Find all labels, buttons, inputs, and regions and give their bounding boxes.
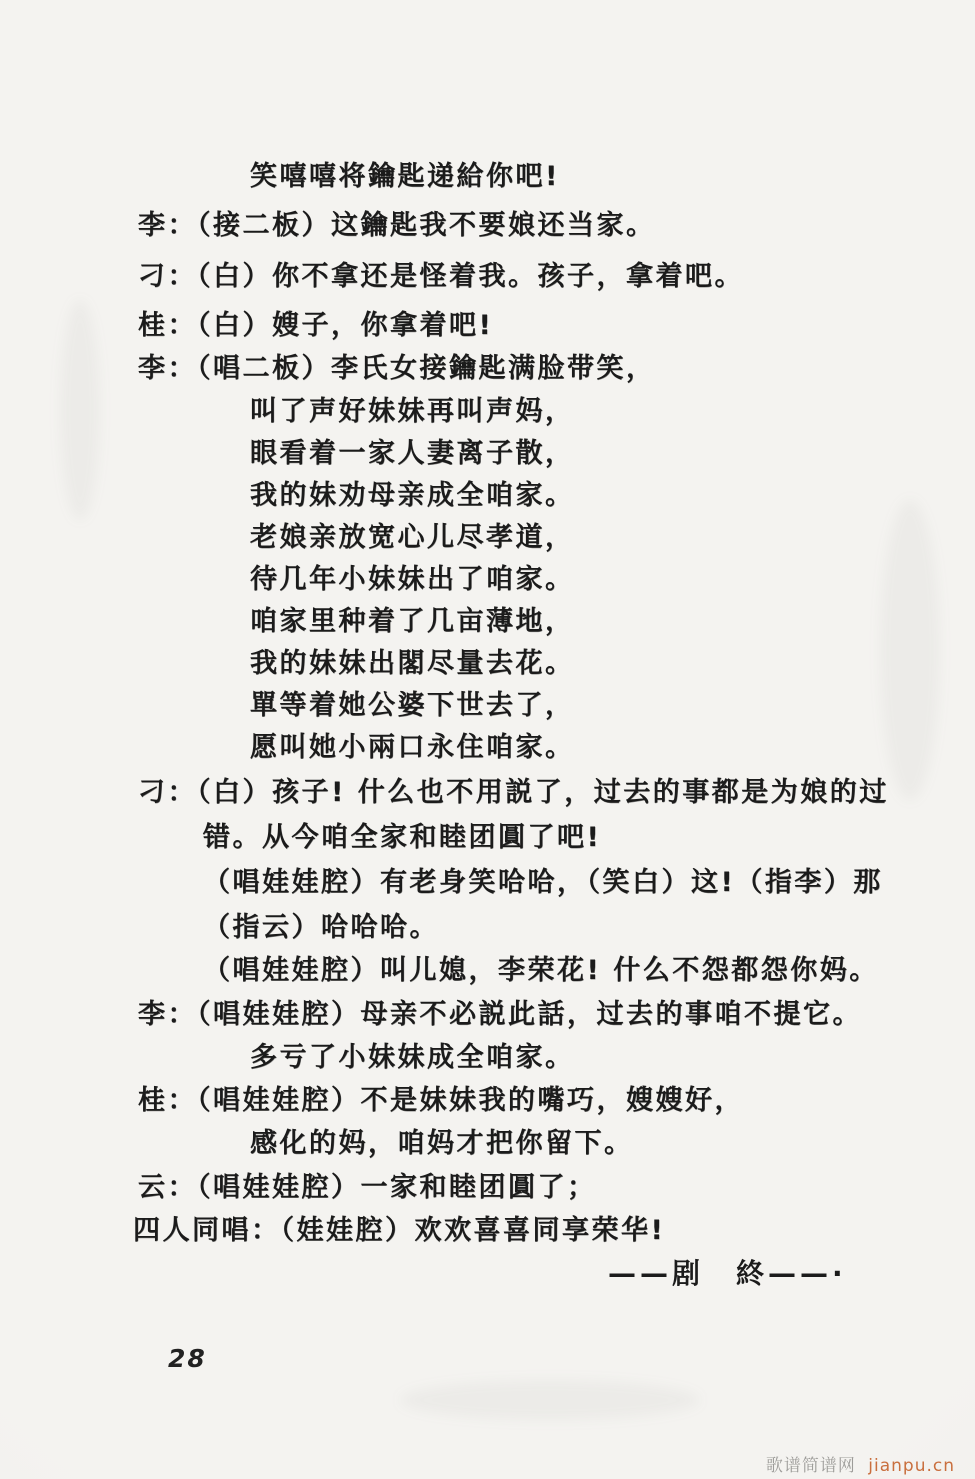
script-line: 老娘亲放宽心儿尽孝道，: [250, 522, 575, 553]
script-line: 待几年小妹妹出了咱家。: [250, 564, 575, 595]
script-line: （唱娃娃腔）叫儿媳，李荣花! 什么不怨都怨你妈。: [203, 955, 879, 986]
script-line: 笑嘻嘻将鑰匙递給你吧!: [250, 161, 560, 192]
script-line: 桂：（白）嫂子，你拿着吧!: [138, 310, 494, 341]
script-line: 多亏了小妹妹成全咱家。: [250, 1042, 575, 1073]
scan-smudge: [60, 300, 100, 520]
script-line: （指云）哈哈哈。: [203, 912, 439, 943]
scan-smudge: [400, 1380, 700, 1420]
script-line: （唱娃娃腔）有老身笑哈哈，（笑白）这!（指李）那: [203, 867, 883, 898]
script-line: 错。从今咱全家和睦团圓了吧!: [203, 822, 602, 853]
script-line: 四人同唱：（娃娃腔）欢欢喜喜同享荣华!: [133, 1215, 666, 1246]
script-line: 愿叫她小兩口永住咱家。: [250, 732, 575, 763]
script-line: 咱家里种着了几亩薄地，: [250, 606, 575, 637]
script-line: 感化的妈，咱妈才把你留下。: [250, 1128, 634, 1159]
script-line: 李：（唱二板）李氏女接鑰匙满脸带笑，: [138, 353, 656, 384]
script-line: 云：（唱娃娃腔）一家和睦团圓了；: [138, 1172, 597, 1203]
page-number: 28: [168, 1344, 207, 1373]
script-line: 桂：（唱娃娃腔）不是妹妹我的嘴巧，嫂嫂好，: [138, 1085, 744, 1116]
script-line: 單等着她公婆下世去了，: [250, 690, 575, 721]
watermark: [766, 1451, 955, 1476]
script-line: 我的妹劝母亲成全咱家。: [250, 480, 575, 511]
script-line: 眼看着一家人妻离子散，: [250, 438, 575, 469]
scan-smudge: [880, 500, 940, 800]
script-line: 叫了声好妹妹再叫声妈，: [250, 396, 575, 427]
watermark-site-name: 歌谱简谱网: [765, 1456, 856, 1476]
script-line: 我的妹妹出閣尽量去花。: [250, 648, 575, 679]
watermark-site-url: jianpu.cn: [868, 1456, 955, 1476]
script-line: 刁：（白）你不拿还是怪着我。孩子，拿着吧。: [138, 261, 744, 292]
script-line: 刁：（白）孩子! 什么也不用説了，过去的事都是为娘的过: [138, 777, 889, 808]
end-of-play-marker: ——剧 終——·: [608, 1257, 847, 1290]
script-line: 李：（接二板）这鑰匙我不要娘还当家。: [138, 210, 656, 241]
script-line: 李：（唱娃娃腔）母亲不必説此話，过去的事咱不提它。: [138, 999, 862, 1030]
